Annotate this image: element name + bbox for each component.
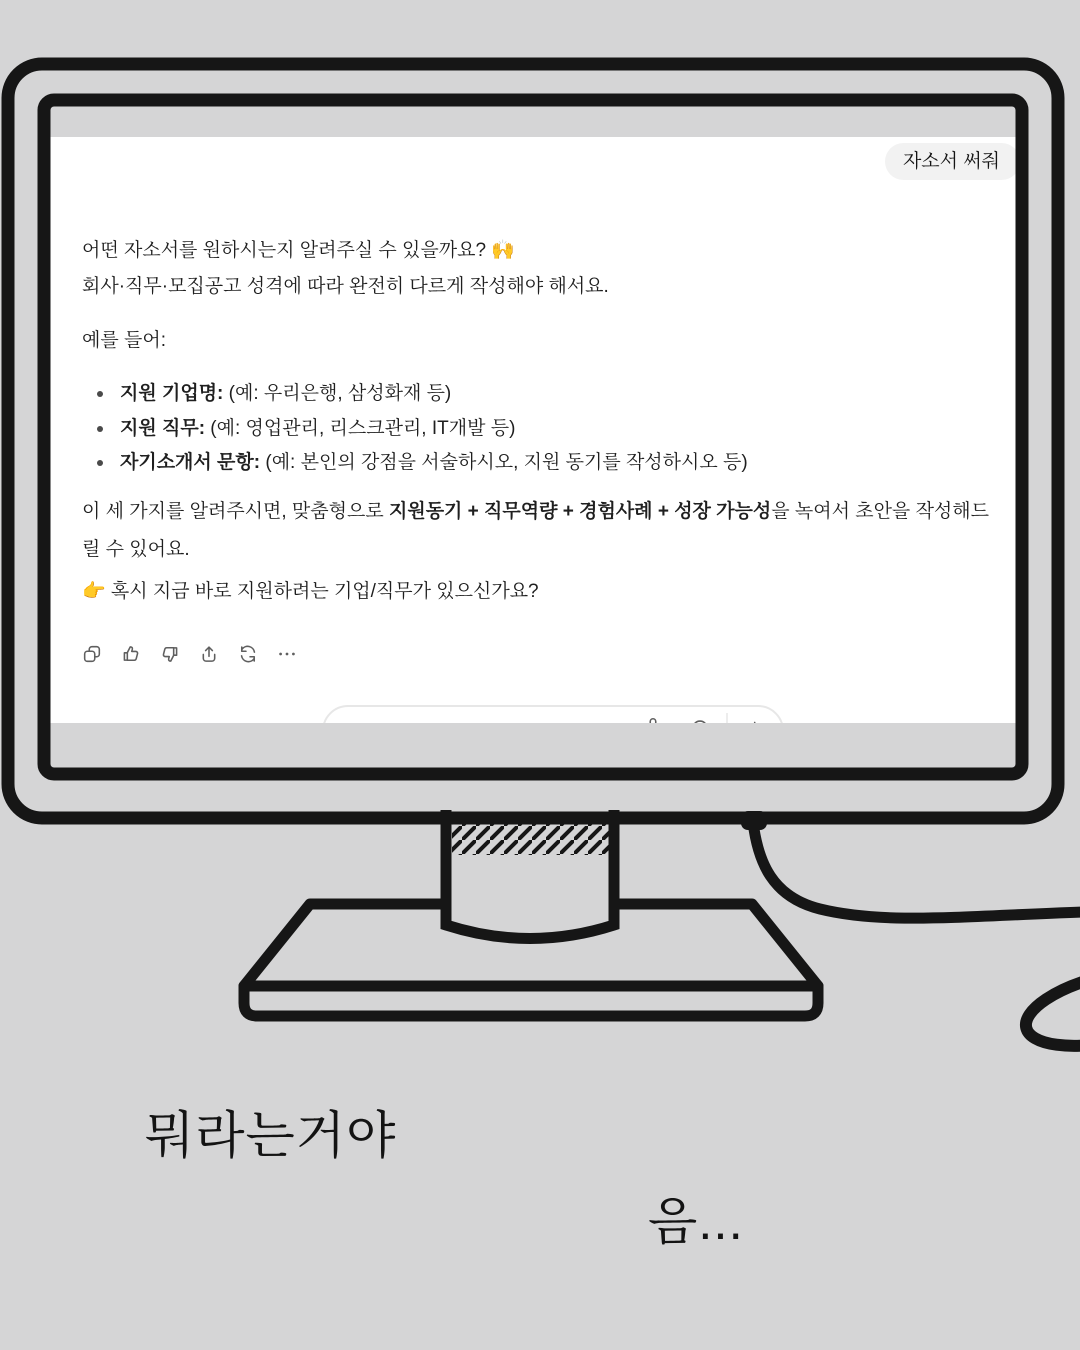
power-cable bbox=[753, 822, 1080, 918]
bullet-example: (예: 우리은행, 삼성화재 등) bbox=[223, 383, 452, 404]
bullet-example: (예: 영업관리, 리스크관리, IT개발 등) bbox=[205, 417, 516, 439]
bullet-term: 자기소개서 문항: bbox=[120, 452, 261, 473]
share-icon[interactable] bbox=[197, 642, 220, 665]
caption-right: 음... bbox=[648, 1193, 744, 1250]
bullet-dot-icon bbox=[97, 426, 103, 432]
user-message-bubble bbox=[885, 143, 1016, 180]
list-item bbox=[82, 446, 992, 481]
bullet-term: 지원 직무: bbox=[120, 417, 206, 439]
list-item bbox=[82, 412, 992, 447]
user-message-text: 자소서 써줘 bbox=[902, 151, 1000, 172]
list-item bbox=[82, 377, 992, 412]
neck-hatching bbox=[452, 821, 609, 855]
monitor-base-top bbox=[244, 904, 818, 986]
monitor-base-front bbox=[244, 986, 818, 1016]
bullet-term: 지원 기업명: bbox=[120, 383, 224, 404]
caption-left: 뭐라는거야 bbox=[145, 1107, 397, 1164]
assistant-intro-line2: 회사·직무·모집공고 성격에 따라 완전히 다르게 작성해야 해서요. bbox=[82, 276, 609, 297]
voice-mode-icon[interactable] bbox=[689, 716, 711, 723]
copy-icon[interactable] bbox=[80, 642, 103, 665]
mouse-outline bbox=[1019, 956, 1080, 1060]
microphone-icon[interactable] bbox=[642, 716, 664, 723]
cable-connector bbox=[741, 811, 767, 830]
more-options-icon[interactable] bbox=[275, 642, 298, 665]
thumbs-up-icon[interactable] bbox=[119, 642, 142, 665]
chat-screen bbox=[50, 137, 1016, 723]
closing-bold: 지원동기 + 직무역량 + 경험사례 + 성장 가능성 bbox=[388, 501, 772, 522]
assistant-bullet-list bbox=[82, 377, 992, 481]
thumbs-down-icon[interactable] bbox=[158, 642, 181, 665]
message-action-bar bbox=[80, 642, 298, 665]
assistant-intro bbox=[82, 233, 992, 305]
input-divider bbox=[726, 713, 728, 723]
bullet-dot-icon bbox=[97, 391, 103, 397]
closing-pre: 이 세 가지를 알려주시면, 맞춤형으로 bbox=[82, 501, 389, 522]
bullet-dot-icon bbox=[97, 460, 103, 466]
assistant-examples-label: 예를 들어: bbox=[82, 330, 166, 351]
assistant-intro-line1: 어떤 자소서를 원하시는지 알려주실 수 있을까요? 🙌 bbox=[82, 240, 515, 261]
bullet-example: (예: 본인의 강점을 서술하시오, 지원 동기를 작성하시오 등) bbox=[260, 452, 748, 473]
retry-icon[interactable] bbox=[236, 642, 259, 665]
monitor-neck bbox=[446, 810, 614, 939]
chat-input[interactable] bbox=[322, 705, 784, 723]
assistant-closing bbox=[82, 493, 992, 569]
assistant-question: 👉 혹시 지금 바로 지원하려는 기업/직무가 있으신가요? bbox=[82, 581, 539, 602]
closing-post: 을 녹여서 초안을 작성해드릴 수 있어요. bbox=[82, 501, 989, 560]
soundwave-icon[interactable] bbox=[746, 716, 768, 723]
